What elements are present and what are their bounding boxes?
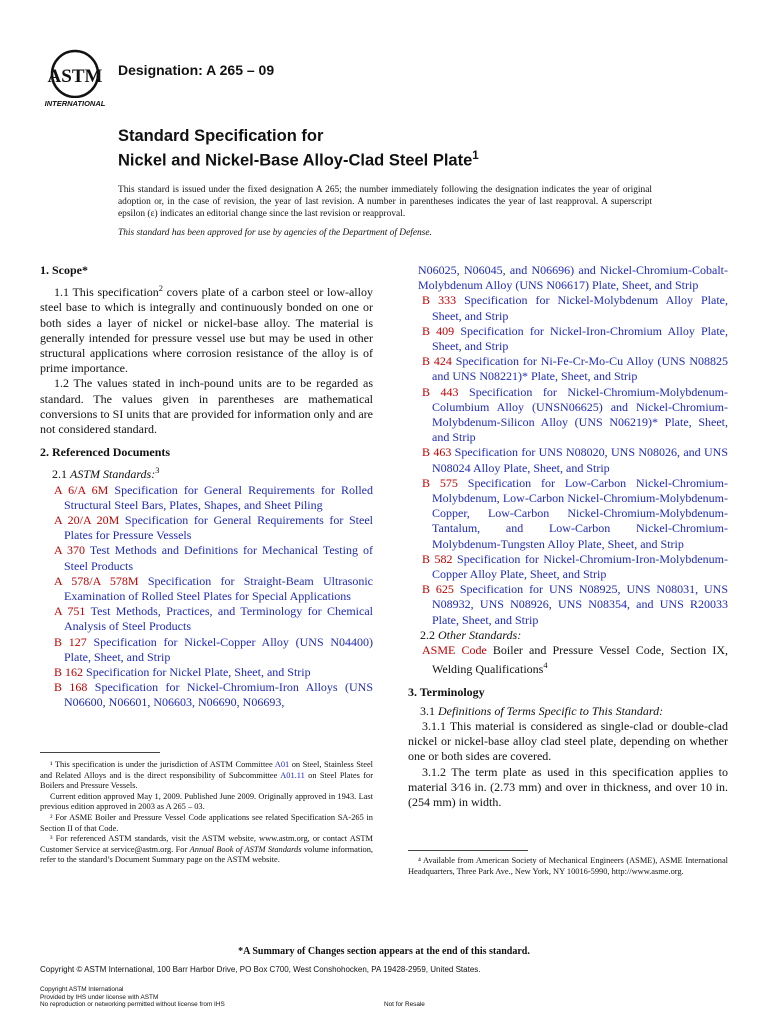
left-column — [40, 263, 373, 711]
title-line-1: Standard Specification for — [118, 127, 324, 145]
license-notice: Copyright ASTM International Provided by IHS under license with ASTM No reproduction or networking permitted without license from IHS — [40, 986, 225, 1009]
designation: Designation: A 265 – 09 — [118, 62, 275, 78]
reference-item[interactable]: A 370 Test Methods and Definitions for Mechanical Testing of Steel Products — [54, 543, 373, 573]
dod-approval-note: This standard has been approved for use by agencies of the Department of Defense. — [118, 228, 432, 238]
other-standards-label: 2.2 Other Standards: — [420, 627, 522, 642]
reference-item[interactable]: B 575 Specification for Low-Carbon Nickel-Chromium-Molybdenum, Low-Carbon Nickel-Chromium-Molybdenum-Copper, Low-Carbon Nickel-Chromium-Molybdenum-Tantalum, and Low-Carbon Nickel-Chromium-Molybdenum-Tungsten Alloy Plate, Sheet, and Strip — [422, 475, 728, 551]
issuance-notice: This standard is issued under the fixed designation A 265; the number immediately following the designation indicates the year of original adoption or, in the case of revision, the year of last revision. A number in parentheses indicates the year of last reapproval. A superscript epsilon (ε) indicates an editorial change since the last revision or reapproval. — [118, 185, 652, 219]
paragraph-3-1-1: 3.1.1 This material is considered as single-clad or double-clad nickel or nickel-base alloy clad steel plate, depending on whether one or both sides are covered. — [408, 718, 728, 764]
copyright-line: Copyright © ASTM International, 100 Barr Harbor Drive, PO Box C700, West Conshohocken, PA 19428-2959, United States. — [40, 965, 481, 974]
astm-logo — [40, 48, 110, 108]
reference-item[interactable]: B 409 Specification for Nickel-Iron-Chromium Alloy Plate, Sheet, and Strip — [422, 323, 728, 354]
reference-item[interactable]: A 20/A 20M Specification for General Requirements for Steel Plates for Pressure Vessels — [54, 513, 373, 543]
footnote-1: ¹ This specification is under the jurisdiction of ASTM Committee A01 on Steel, Stainless Steel and Related Alloys and is the direct responsibility of Subcommittee A01.11 on Steel Plates for Boilers and Pressure Vessels. — [40, 760, 374, 791]
footnote-2: ² For ASME Boiler and Pressure Vessel Code applications see related Specification SA-265 in Section II of that Code. — [40, 812, 373, 833]
section-scope-heading: 1. Scope* — [40, 263, 88, 277]
not-for-resale: Not for Resale — [384, 1001, 425, 1008]
footnote-3: ³ For referenced ASTM standards, visit the ASTM website, www.astm.org, or contact ASTM Customer Service at service@astm.org. For Annual Book of ASTM Standards volume information, refer to the standard’s Document Summary page on the ASTM website. — [40, 834, 373, 865]
left-reference-list — [40, 483, 373, 711]
reference-item[interactable]: A 6/A 6M Specification for General Requirements for Rolled Structural Steel Bars, Plates, Shapes, and Sheet Piling — [54, 482, 373, 512]
paragraph-3-1-2: 3.1.2 The term plate as used in this specification applies to material 3⁄16 in. (2.73 mm) and over in thickness, and over 10 in. (254 mm) in width. — [408, 764, 729, 809]
reference-continuation[interactable]: N06025, N06045, and N06696) and Nickel-Chromium-Cobalt-Molybdenum Alloy (UNS N06617) Plate, Sheet, and Strip — [418, 263, 728, 293]
reference-item[interactable]: B 424 Specification for Ni-Fe-Cr-Mo-Cu Alloy (UNS N08825 and UNS N08221)* Plate, Sheet, and Strip — [422, 354, 728, 384]
reference-item[interactable]: B 162 Specification for Nickel Plate, Sheet, and Strip — [54, 665, 311, 680]
astm-logo-icon — [40, 48, 110, 108]
section-references-heading: 2. Referenced Documents — [40, 445, 171, 460]
reference-asme-code[interactable]: ASME Code Boiler and Pressure Vessel Code, Section IX, Welding Qualifications$^4$ — [422, 643, 728, 677]
footnote-1-edition: Current edition approved May 1, 2009. Published June 2009. Originally approved in 1943. Last previous edition approved in 2003 as A 265 – 03. — [40, 791, 373, 812]
paragraph-3-1: 3.1 Definitions of Terms Specific to This Standard: — [420, 703, 664, 718]
astm-standards-label: 2.1 ASTM Standards:$^3$ — [52, 466, 160, 482]
right-reference-list — [408, 293, 728, 627]
section-terminology-heading: 3. Terminology — [408, 685, 485, 700]
svg-text:ASTM: ASTM — [47, 66, 103, 87]
reference-item[interactable]: B 463 Specification for UNS N08020, UNS N08026, and UNS N08024 Alloy Plate, Sheet, and Strip — [422, 445, 728, 475]
footnotes-left — [40, 760, 373, 866]
reference-item[interactable]: B 443 Specification for Nickel-Chromium-Molybdenum-Columbium Alloy (UNSN06625) and Nickel-Chromium-Molybdenum-Silicon Alloy (UNS N06219)* Plate, Sheet, and Strip — [422, 384, 728, 445]
paragraph-1-1: 1.1 This specification$^2$ covers plate of a carbon steel or low-alloy steel base to which is integrally and continuously bonded on one or both sides a layer of nickel or nickel-base alloy. The material is generally intended for pressure vessel use but may be used in other structural applications where corrosion resistance of the alloy is of prime importance. — [40, 284, 373, 376]
summary-note: *A Summary of Changes section appears at the end of this standard. — [238, 946, 530, 957]
footnote-divider — [40, 752, 160, 753]
footnote-divider-right — [408, 850, 528, 851]
reference-item[interactable]: B 127 Specification for Nickel-Copper Alloy (UNS N04400) Plate, Sheet, and Strip — [54, 634, 373, 664]
reference-item[interactable]: B 168 Specification for Nickel-Chromium-Iron Alloys (UNS N06600, N06601, N06603, N06690, N06693, — [54, 680, 373, 710]
reference-item[interactable]: A 578/A 578M Specification for Straight-Beam Ultrasonic Examination of Rolled Steel Plates for Special Applications — [54, 573, 374, 604]
reference-item[interactable]: B 625 Specification for UNS N08925, UNS N08031, UNS N08932, UNS N08926, UNS N08354, and UNS R20033 Plate, Sheet, and Strip — [422, 582, 728, 627]
reference-item[interactable]: B 333 Specification for Nickel-Molybdenum Alloy Plate, Sheet, and Strip — [422, 293, 728, 323]
title-line-2: Nickel and Nickel-Base Alloy-Clad Steel Plate$^1$ — [118, 150, 479, 170]
paragraph-1-2: 1.2 The values stated in inch-pound units are to be regarded as standard. The values given in parentheses are mathematical conversions to SI units that are provided for information only and are not considered standard. — [40, 376, 373, 437]
right-column — [408, 263, 728, 810]
reference-item[interactable]: B 582 Specification for Nickel-Chromium-Iron-Molybdenum-Copper Alloy Plate, Sheet, and Strip — [422, 551, 728, 582]
document-title — [118, 126, 479, 171]
footnote-4: ⁴ Available from American Society of Mechanical Engineers (ASME), ASME International Headquarters, Three Park Ave., New York, NY 10016-5990, http://www.asme.org. — [408, 856, 728, 876]
reference-item[interactable]: A 751 Test Methods, Practices, and Terminology for Chemical Analysis of Steel Products — [54, 604, 373, 634]
svg-text:INTERNATIONAL: INTERNATIONAL — [44, 99, 106, 108]
